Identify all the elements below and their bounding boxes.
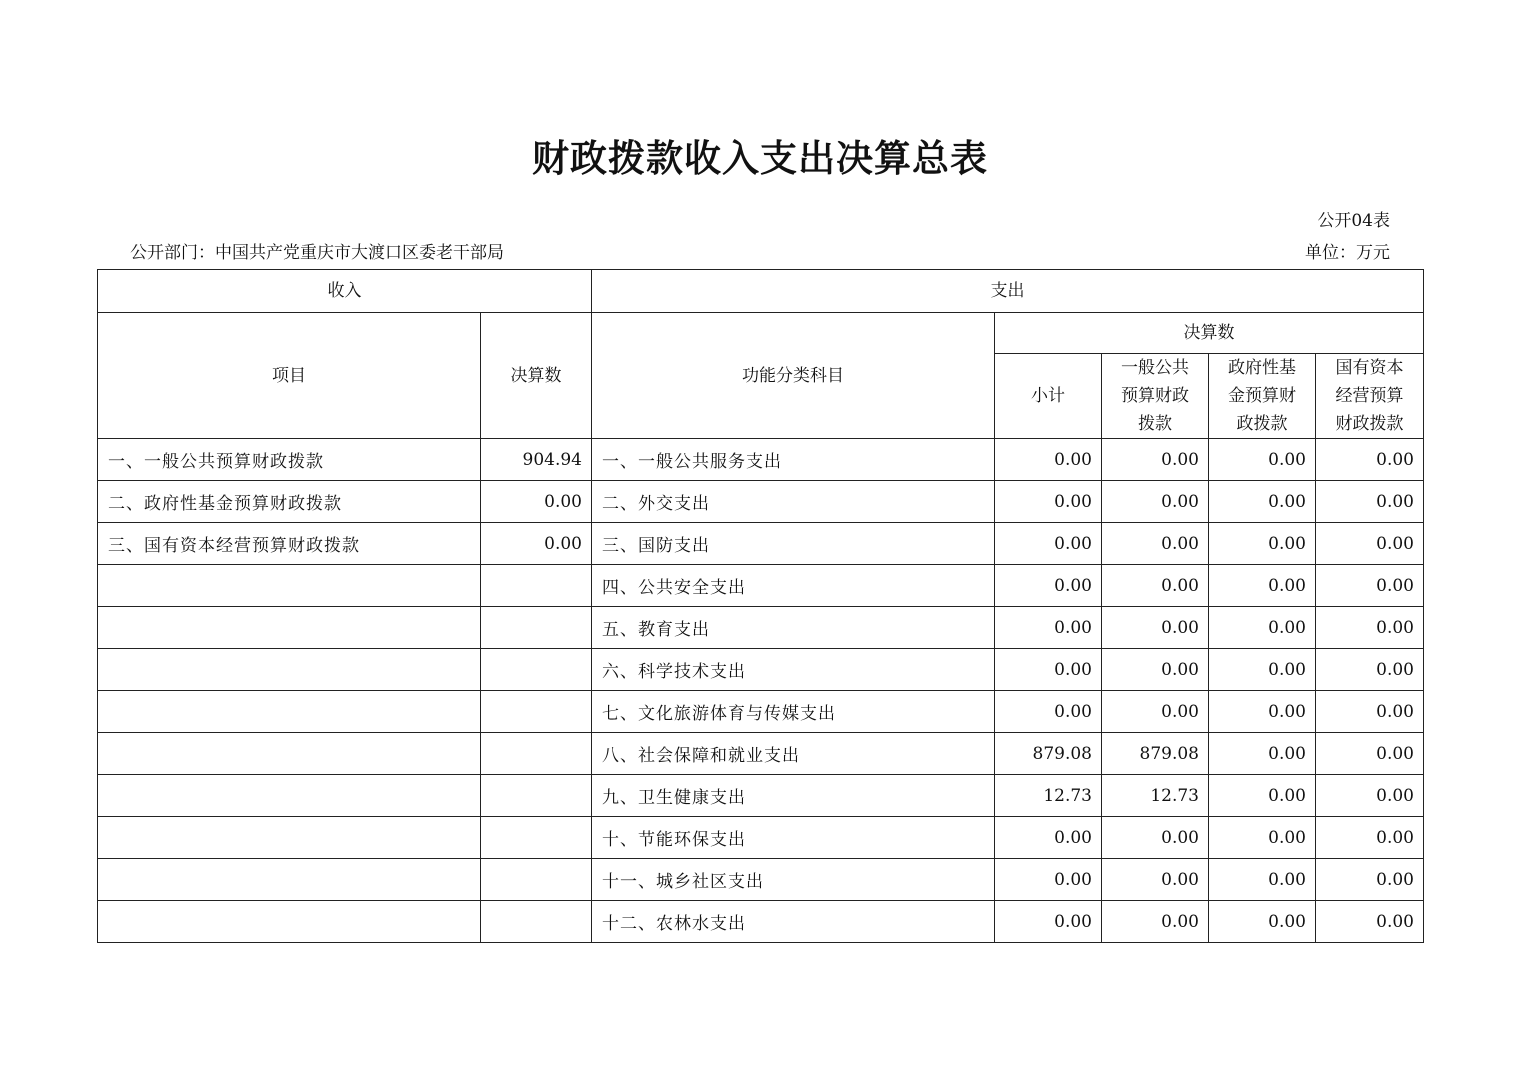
income-amount: 904.94 <box>481 439 592 481</box>
expense-fund: 0.00 <box>1209 565 1316 607</box>
income-item <box>98 565 481 607</box>
income-item <box>98 649 481 691</box>
expense-category: 七、文化旅游体育与传媒支出 <box>592 691 995 733</box>
income-amount <box>481 859 592 901</box>
expense-fund: 0.00 <box>1209 649 1316 691</box>
table-row <box>98 649 1424 691</box>
expense-category: 三、国防支出 <box>592 523 995 565</box>
header-state-capital-text: 国有资本经营预算财政拨款 <box>1335 358 1404 434</box>
expense-category: 九、卫生健康支出 <box>592 775 995 817</box>
expense-general: 0.00 <box>1102 607 1209 649</box>
department-label: 公开部门：中国共产党重庆市大渡口区委老干部局 <box>130 243 504 263</box>
header-general-budget-text: 一般公共预算财政拨款 <box>1121 358 1189 434</box>
expense-capital: 0.00 <box>1316 607 1424 649</box>
header-state-capital <box>1316 354 1424 439</box>
table-row <box>98 901 1424 943</box>
expense-category: 五、教育支出 <box>592 607 995 649</box>
page-title: 财政拨款收入支出决算总表 <box>532 137 988 180</box>
income-item <box>98 859 481 901</box>
expense-subtotal: 0.00 <box>995 565 1102 607</box>
expense-capital: 0.00 <box>1316 859 1424 901</box>
income-amount <box>481 649 592 691</box>
expense-category: 六、科学技术支出 <box>592 649 995 691</box>
expense-subtotal: 0.00 <box>995 607 1102 649</box>
expense-subtotal: 0.00 <box>995 901 1102 943</box>
expense-category: 十一、城乡社区支出 <box>592 859 995 901</box>
header-expense: 支出 <box>592 270 1424 313</box>
expense-capital: 0.00 <box>1316 691 1424 733</box>
expense-general: 0.00 <box>1102 859 1209 901</box>
expense-capital: 0.00 <box>1316 817 1424 859</box>
expense-general: 12.73 <box>1102 775 1209 817</box>
income-item <box>98 733 481 775</box>
table-row <box>98 775 1424 817</box>
table-row <box>98 439 1424 481</box>
income-item <box>98 817 481 859</box>
table-row <box>98 691 1424 733</box>
expense-fund: 0.00 <box>1209 733 1316 775</box>
expense-general: 0.00 <box>1102 523 1209 565</box>
income-amount <box>481 817 592 859</box>
income-item <box>98 691 481 733</box>
expense-fund: 0.00 <box>1209 691 1316 733</box>
expense-subtotal: 0.00 <box>995 817 1102 859</box>
header-item: 项目 <box>98 313 481 439</box>
expense-fund: 0.00 <box>1209 481 1316 523</box>
expense-subtotal: 0.00 <box>995 859 1102 901</box>
income-item: 二、政府性基金预算财政拨款 <box>98 481 481 523</box>
header-income-amount: 决算数 <box>481 313 592 439</box>
income-item <box>98 607 481 649</box>
expense-capital: 0.00 <box>1316 775 1424 817</box>
expense-general: 0.00 <box>1102 691 1209 733</box>
header-gov-fund-text: 政府性基金预算财政拨款 <box>1228 358 1296 434</box>
expense-fund: 0.00 <box>1209 607 1316 649</box>
table-row <box>98 817 1424 859</box>
expense-fund: 0.00 <box>1209 523 1316 565</box>
income-amount <box>481 733 592 775</box>
income-item <box>98 775 481 817</box>
income-amount: 0.00 <box>481 523 592 565</box>
expense-subtotal: 12.73 <box>995 775 1102 817</box>
expense-general: 879.08 <box>1102 733 1209 775</box>
income-item: 一、一般公共预算财政拨款 <box>98 439 481 481</box>
table-row <box>98 733 1424 775</box>
expense-category: 十二、农林水支出 <box>592 901 995 943</box>
expense-subtotal: 0.00 <box>995 439 1102 481</box>
expense-capital: 0.00 <box>1316 523 1424 565</box>
expense-capital: 0.00 <box>1316 733 1424 775</box>
income-amount: 0.00 <box>481 481 592 523</box>
income-amount <box>481 607 592 649</box>
table-row <box>98 565 1424 607</box>
expense-subtotal: 0.00 <box>995 523 1102 565</box>
expense-category: 八、社会保障和就业支出 <box>592 733 995 775</box>
expense-category: 四、公共安全支出 <box>592 565 995 607</box>
income-amount <box>481 691 592 733</box>
expense-subtotal: 0.00 <box>995 649 1102 691</box>
expense-fund: 0.00 <box>1209 775 1316 817</box>
expense-general: 0.00 <box>1102 565 1209 607</box>
expense-capital: 0.00 <box>1316 481 1424 523</box>
income-item <box>98 901 481 943</box>
income-amount <box>481 901 592 943</box>
budget-table <box>97 269 1424 943</box>
table-row <box>98 859 1424 901</box>
header-income: 收入 <box>98 270 592 313</box>
expense-fund: 0.00 <box>1209 901 1316 943</box>
expense-capital: 0.00 <box>1316 901 1424 943</box>
table-row <box>98 607 1424 649</box>
header-general-budget <box>1102 354 1209 439</box>
header-function-category: 功能分类科目 <box>592 313 995 439</box>
expense-general: 0.00 <box>1102 439 1209 481</box>
header-expense-amount: 决算数 <box>995 313 1424 354</box>
unit-label: 单位：万元 <box>1305 243 1390 263</box>
table-row <box>98 523 1424 565</box>
expense-subtotal: 879.08 <box>995 733 1102 775</box>
form-number: 公开04表 <box>1317 211 1390 231</box>
expense-subtotal: 0.00 <box>995 481 1102 523</box>
expense-general: 0.00 <box>1102 649 1209 691</box>
header-gov-fund <box>1209 354 1316 439</box>
expense-capital: 0.00 <box>1316 565 1424 607</box>
income-item: 三、国有资本经营预算财政拨款 <box>98 523 481 565</box>
expense-general: 0.00 <box>1102 901 1209 943</box>
expense-fund: 0.00 <box>1209 817 1316 859</box>
income-amount <box>481 775 592 817</box>
table-row <box>98 481 1424 523</box>
expense-general: 0.00 <box>1102 481 1209 523</box>
expense-capital: 0.00 <box>1316 649 1424 691</box>
expense-category: 二、外交支出 <box>592 481 995 523</box>
expense-category: 十、节能环保支出 <box>592 817 995 859</box>
expense-category: 一、一般公共服务支出 <box>592 439 995 481</box>
expense-fund: 0.00 <box>1209 439 1316 481</box>
expense-capital: 0.00 <box>1316 439 1424 481</box>
income-amount <box>481 565 592 607</box>
expense-subtotal: 0.00 <box>995 691 1102 733</box>
header-subtotal: 小计 <box>995 354 1102 439</box>
expense-fund: 0.00 <box>1209 859 1316 901</box>
expense-general: 0.00 <box>1102 817 1209 859</box>
